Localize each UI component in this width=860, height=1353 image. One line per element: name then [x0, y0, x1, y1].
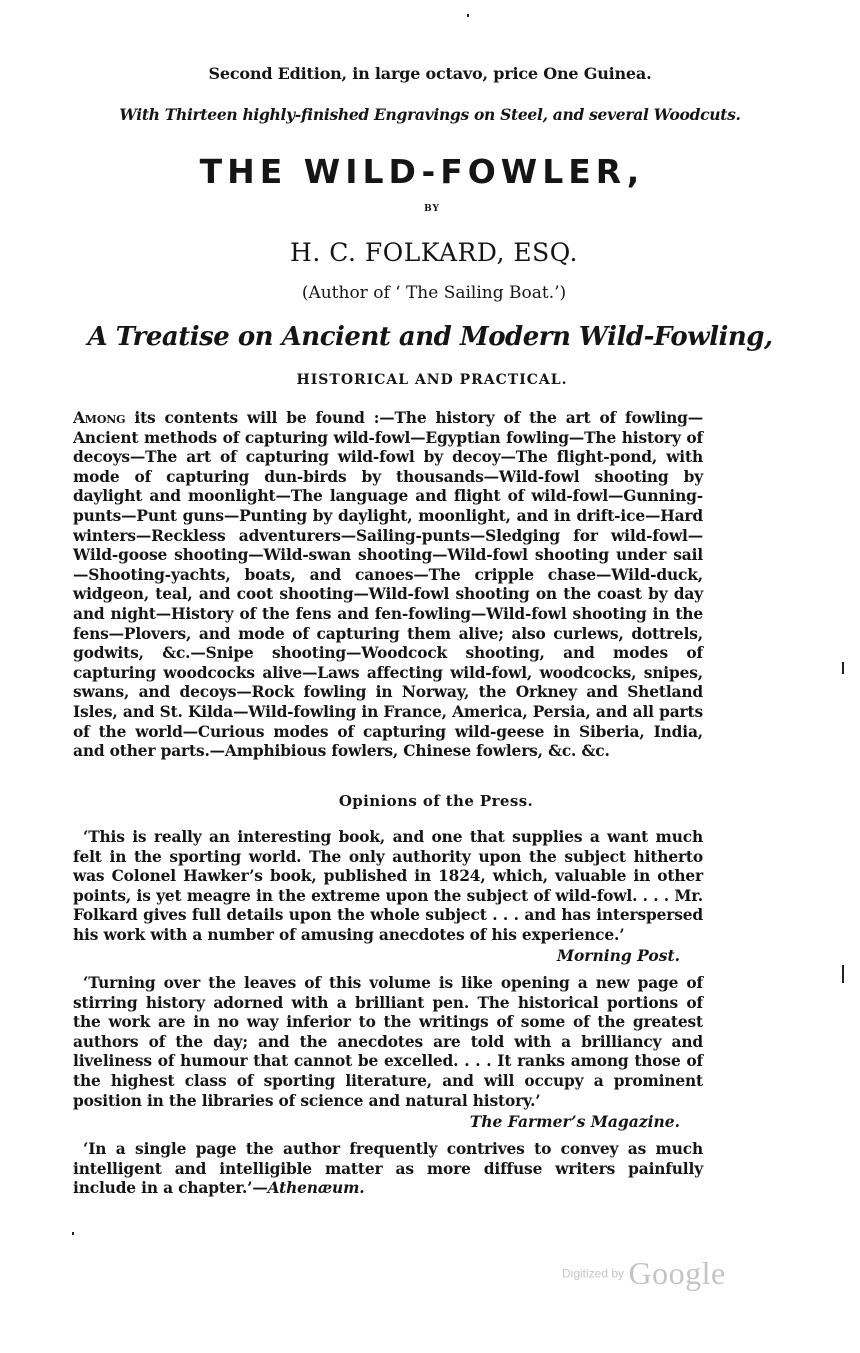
scan-speck — [842, 662, 844, 674]
digitized-watermark — [562, 1255, 726, 1292]
contents-lead-word: Among — [73, 409, 126, 427]
quote-source: Morning Post. — [556, 946, 680, 965]
engravings-line: With Thirteen highly-finished Engravings on Steel, and several Woodcuts. — [119, 105, 741, 124]
quote-source: The Farmer’s Magazine. — [469, 1112, 680, 1131]
author-note: (Author of ‘ The Sailing Boat.’) — [301, 283, 567, 303]
press-quote: ‘Turning over the leaves of this volume is like opening a new page of stirring history adorned with a brilliant pen. The historical portions of the work are in no way inferior to the writings of some of the greatest authors of the day; and the anecdotes are told with a brilliancy and liveliness of humour that cannot be excelled. . . . It ranks among those of the highest class of sporting literature, and will occupy a prominent position in the libraries of science and natural history.’ — [73, 974, 703, 1110]
by-line: BY — [424, 204, 440, 214]
treatise-heading: A Treatise on Ancient and Modern Wild-Fowling, — [87, 322, 773, 352]
contents-paragraph — [73, 409, 703, 762]
book-title: THE WILD-FOWLER, — [199, 152, 645, 191]
press-quote: ‘This is really an interesting book, and one that supplies a want much felt in the sporting world. The only authority upon the subject hitherto was Colonel Hawker’s book, published in 1824, which, valuable in other points, is yet meagre in the extreme upon the subject of wild-fowl. . . . Mr. Folkard gives full details upon the whole subject . . . and has interspersed his work with a number of amusing anecdotes of his experience.’ — [73, 828, 703, 944]
author-name: H. C. FOLKARD, ESQ. — [290, 238, 578, 267]
watermark-prefix: Digitized by — [562, 1266, 625, 1281]
scan-speck — [467, 14, 469, 17]
subtitle: HISTORICAL AND PRACTICAL. — [296, 372, 568, 388]
contents-text: its contents will be found :—The history of the art of fowling—Ancient methods of capturing wild-fowl—Egyptian fowling—The history of decoys—The art of capturing wild-fowl by decoy—The flight-pond, with mode of capturing dun-birds by thousands—Wild-fowl shooting by daylight and moonlight—The language and flight of wild-fowl—Gunning-punts—Punt guns—Punting by daylight, moonlight, and in drift-ice—Hard winters—Reckless adventurers—Sailing-punts—Sledging for wild-fowl—Wild-goose shooting—Wild-swan shooting—Wild-fowl shooting under sail—Shooting-yachts, boats, and canoes—The cripple chase—Wild-duck, widgeon, teal, and coot shooting—Wild-fowl shooting on the coast by day and night—History of the fens and fen-fowling—Wild-fowl shooting in the fens—Plovers, and mode of capturing them alive; also curlews, dottrels, godwits, &c.—Snipe shooting—Woodcock shooting, and modes of capturing woodcocks alive—Laws affecting wild-fowl, woodcocks, snipes, swans, and decoys—Rock fowling in Norway, the Orkney and Shetland Isles, and St. Kilda—Wild-fowling in France, America, Persia, and all parts of the world—Curious modes of capturing wild-geese in Siberia, India, and other parts.—Amphibious fowlers, Chinese fowlers, &c. &c. — [73, 409, 703, 761]
press-quote — [73, 1140, 703, 1199]
edition-line: Second Edition, in large octavo, price One Guinea. — [208, 64, 652, 83]
google-logo: Google — [628, 1255, 726, 1291]
scan-speck — [72, 1232, 74, 1235]
quote-text: ‘In a single page the author frequently contrives to convey as much intelligent and intelligible matter as more diffuse writers painfully include in a chapter.’— — [73, 1140, 703, 1198]
quote-source: Athenæum. — [267, 1179, 365, 1198]
scan-speck — [842, 965, 844, 983]
press-heading: Opinions of the Press. — [338, 792, 534, 810]
